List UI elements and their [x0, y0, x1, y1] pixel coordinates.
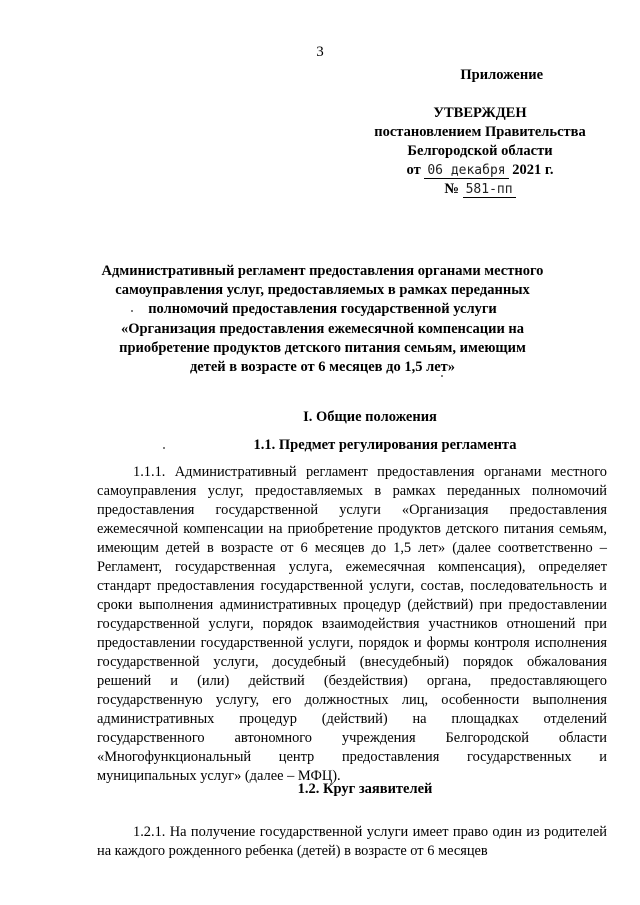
approval-line-1: постановлением Правительства — [374, 124, 586, 140]
approval-block — [355, 66, 605, 199]
document-title: Административный регламент предоставления органами местного самоуправления услуг, предоставляемых в рамках переданных полномочий предоставления государственной услуги «Организация предоставления ежемесячной компенсации на приобретение продуктов детского питания семьям, имеющим детей в возрасте от 6 месяцев до 1,5 лет» — [101, 263, 544, 376]
approval-date — [355, 161, 605, 180]
section-heading-applicants: 1.2. Круг заявителей — [297, 781, 433, 797]
handwritten-date: 06 декабря — [424, 163, 508, 179]
paragraph-1-1-1: 1.1.1. Административный регламент предоставления органами местного самоуправления услуг, предоставляемых в рамках переданных полномочий предоставления государственной услуги «Организация предоставления ежемесячной компенсации на приобретение продуктов детского питания семьям, имеющим детей в возрасте от 6 месяцев до 1,5 лет» (далее соответственно – Регламент, государственная услуга, ежемесячная компенсация), определяет стандарт предоставления государственной услуги, состав, последовательность и сроки выполнения административных процедур (действий) при предоставлении государственной услуги, порядок взаимодействия участников отношений при предоставлении государственной услуги, порядок и формы контроля исполнения государственной услуги, досудебный (внесудебный) порядок обжалования решений и (или) действий (бездействия) органа, предоставляющего государственную услугу, его должностных лиц, особенности выполнения административных процедур (действий) на площадках отделений государственного автономного учреждения Белгородской области «Многофункциональный центр предоставления государственных и муниципальных услуг» (далее – МФЦ). — [97, 464, 607, 784]
approval-number — [355, 180, 605, 199]
approved-label: УТВЕРЖДЕН — [433, 105, 527, 121]
number-prefix: № — [444, 181, 459, 197]
scan-speck — [163, 447, 165, 449]
section-heading-subject: 1.1. Предмет регулирования регламента — [253, 437, 517, 453]
handwritten-number: 581-пп — [463, 182, 516, 198]
date-prefix: от — [406, 162, 421, 178]
annex-label: Приложение — [460, 67, 543, 83]
section-heading-general: I. Общие положения — [303, 409, 437, 425]
scan-speck — [441, 375, 443, 377]
page-number: 3 — [316, 44, 324, 60]
approval-line-2: Белгородской области — [407, 143, 553, 159]
scan-speck — [131, 310, 133, 312]
paragraph-1-2-1: 1.2.1. На получение государственной услуги имеет право один из родителей на каждого рожденного ребенка (детей) в возрасте от 6 месяцев — [97, 824, 607, 859]
date-year: 2021 г. — [512, 162, 554, 178]
